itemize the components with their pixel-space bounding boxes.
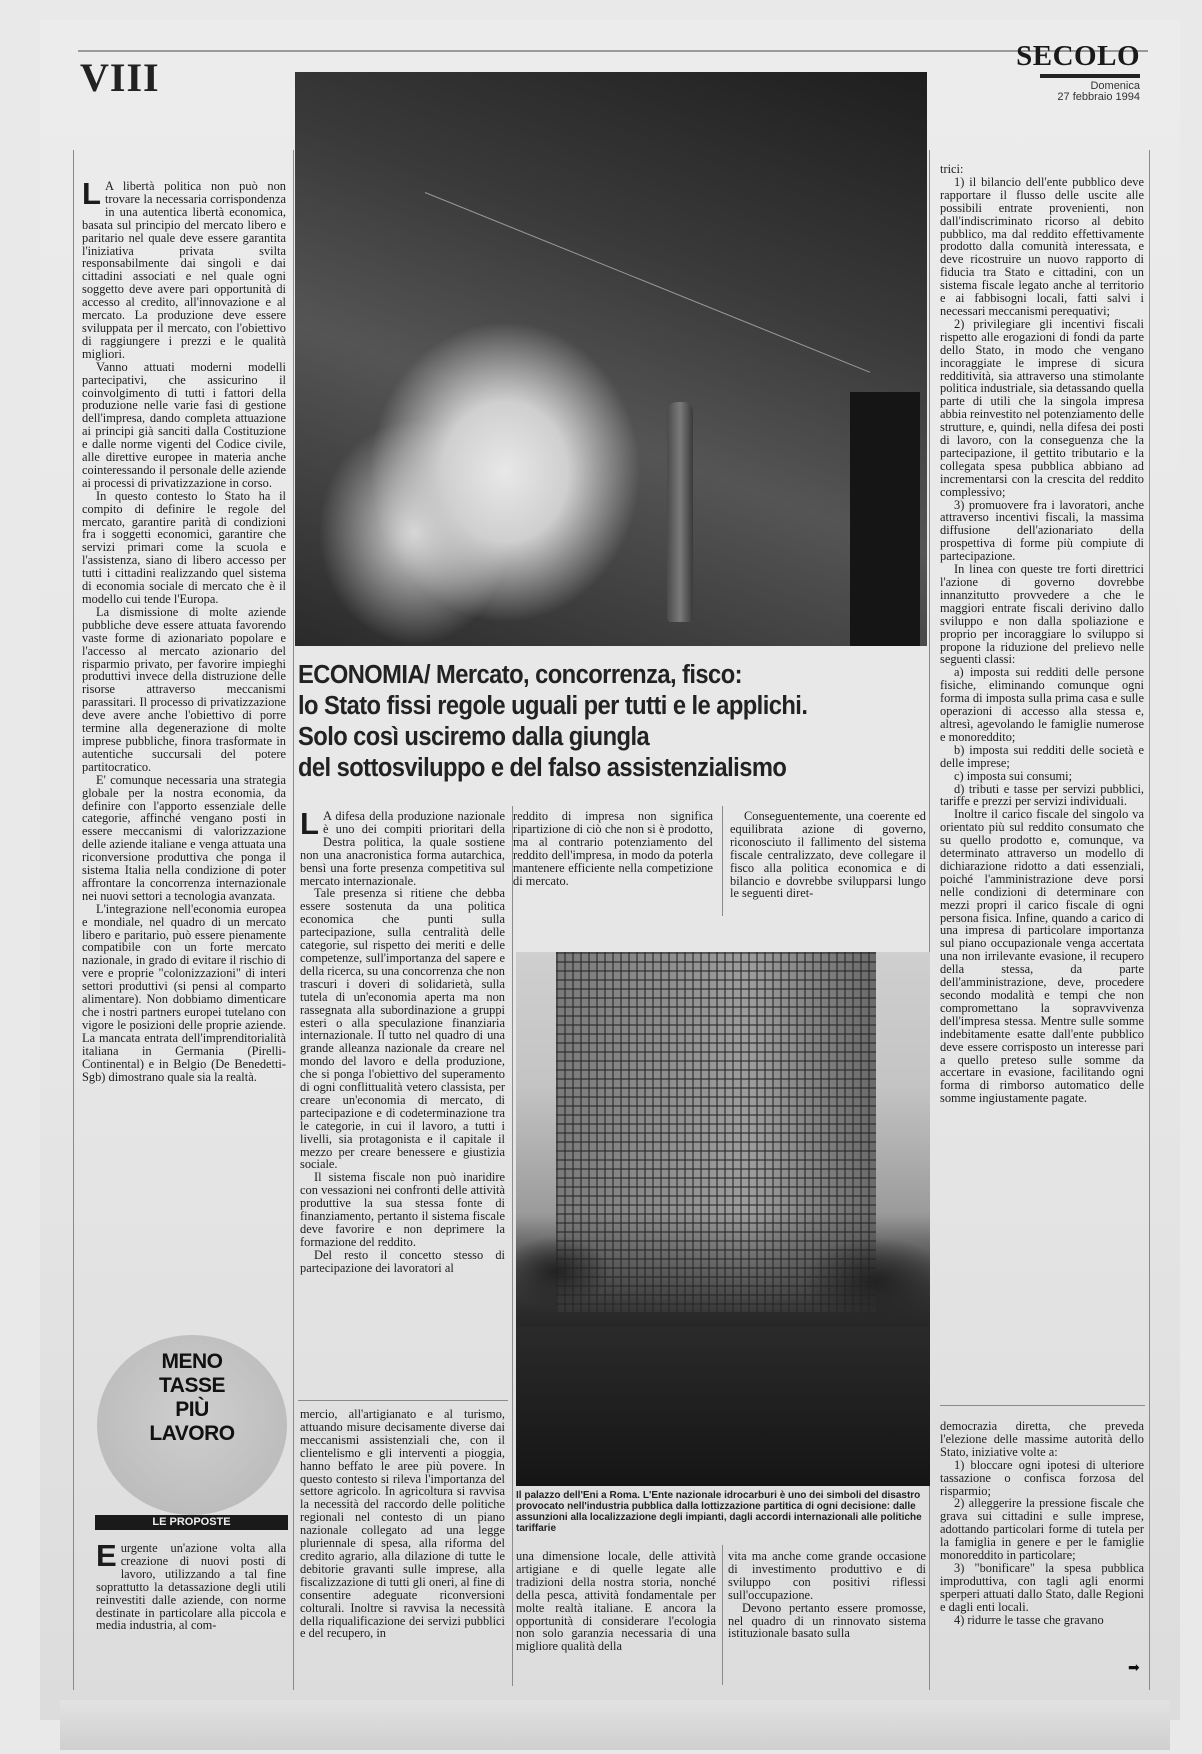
paragraph: A difesa della produzione nazionale è uno dei compiti prioritari della Destra politica, la quale sostiene non una anacronistica forma autarchica, bensì una forte presenza competitiva sul mercato internazionale.: [300, 809, 505, 888]
paragraph: a) imposta sui redditi delle persone fisiche, eliminando comunque ogni forma di imposta sulla prima casa e sulle operazioni di accesso alla stessa e, altresì, agevolando le famiglie numerose e monoreddito;: [940, 665, 1144, 744]
paragraph: A libertà politica non può non trovare la necessaria corrispondenza in una autentica libertà economica, basata sul principio del mercato libero e paritario nel quale deve essere garantita l'iniziativa privata svilta responsabilmente dai singoli e dai cittadini associati e nel quale ogni soggetto deve avere pari opportunità di accesso al credito, all'innovazione e al mercato. La produzione deve essere sviluppata per il mercato, con l'obiettivo di raggiungere i prezzi e le qualità migliori.: [82, 179, 286, 361]
paragraph: 2) alleggerire la pressione fiscale che grava sui cittadini e sulle imprese, adottando particolari forme di tutela per la famiglia in genere e per le famiglie monoreddito in particolare;: [940, 1496, 1144, 1563]
paragraph: E' comunque necessaria una strategia globale per la nostra economia, da definire con l'apporto essenziale delle categorie, affinché vengano posti in essere meccanismi di valorizzazione delle aziende italiane e venga attuata una riconversione produttiva che ponga il sistema Italia nella condizione di poter affrontare la concorrenza internazionale nei nuovi settori a tecnologia avanzata.: [82, 772, 286, 903]
slogan-line: TASSE: [159, 1374, 225, 1397]
headline-line: Solo così usciremo dalla giungla: [298, 723, 650, 751]
paragraph: Devono pertanto essere promosse, nel quadro di un rinnovato sistema istituzionale basato sulla: [728, 1600, 926, 1641]
paragraph: Conseguentemente, una coerente ed equilibrata azione di governo, riconosciuto il fallimento del sistema fiscale centralizzato, deve collegare il fisco alla politica economica e di bilancio e dovrebbe svilupparsi lungo le seguenti diret-: [730, 809, 926, 901]
center-article-column: [728, 1550, 926, 1640]
paragraph: 3) "bonificare" la spesa pubblica improduttiva, con tagli agli enormi sperperi attuati dallo Stato, dalle Regioni e dagli enti locali.: [940, 1560, 1144, 1614]
paragraph: Inoltre il carico fiscale del singolo va orientato più sul reddito consumato che su quello prodotto e, comunque, va determinato attraverso un modello di dichiarazione ridotto a dati essenziali, poiché l'amministrazione deve porsi nelle condizioni di determinare con mezzi propri il carico fiscale di ogni persona fisica. Infine, quando a carico di una impresa di particolare importanza sul piano occupazionale venga accertata una non irrilevante evasione, il recupero della stessa, da parte dell'amministrazione, deve, procedere secondo modalità e tempi che non compromettano la sopravvivenza dell'impresa stessa. Mentre sulle somme indebitamente esatte dall'ente pubblico deve essere corrisposto un interesse pari a quello preteso sulle somme da accertare in evasione, facilitando ogni forma di rimborso automatico delle somme ingiustamente pagate.: [940, 807, 1144, 1106]
photo-detail: [516, 1212, 930, 1332]
column-rule: [722, 806, 723, 916]
paragraph: La dismissione di molte aziende pubbliche deve essere attuata favorendo vaste forme di azionariato popolare e l'accesso al mercato azionario del risparmio privato, per favorire impieghi produttivi invece della distruzione delle risorse attraverso meccanismi parassitari. Il processo di privatizzazione deve avere anche l'obiettivo di porre termine alla degenerazione di molte imprese pubbliche, finora trasformate in autentiche succursali del potere partitocratico.: [82, 604, 286, 774]
paragraph: 3) promuovere fra i lavoratori, anche attraverso incentivi fiscali, la massima diffusione dell'azionariato della prospettiva di forme più compiute di partecipazione.: [940, 497, 1144, 564]
page-bottom-margin: [60, 1700, 1170, 1750]
issue-day: Domenica: [1090, 80, 1140, 92]
center-article-column: [300, 1408, 505, 1640]
paragraph: democrazia diretta, che preveda l'elezione delle massime autorità dello Stato, iniziative volte a:: [940, 1419, 1144, 1459]
slogan-line: LAVORO: [149, 1422, 235, 1445]
section-rule: [298, 1400, 508, 1401]
center-article-column: [516, 1550, 716, 1653]
paragraph: Del resto il concetto stesso di partecipazione dei lavoratori al: [300, 1247, 505, 1275]
paragraph: 1) il bilancio dell'ente pubblico deve rapportare il flusso delle uscite alle possibili entrate provenienti, non dall'indiscriminato ricorso al debito pubblico, ma dal reddito effettivamente prodotto dalla comunità interessata, e deve ricostruire un nuovo rapporto di fiducia tra Stato e cittadini, con un sistema fiscale legato anche al territorio e ai fabbisogni locali, fatti salvi i necessari meccanismi perequativi;: [940, 174, 1144, 318]
left-article-column: [82, 176, 286, 1084]
newspaper-name: SECOLO: [1016, 40, 1140, 72]
section-rule: [940, 1405, 1145, 1406]
drop-cap: L: [82, 176, 101, 211]
paragraph: L'integrazione nell'economia europea e mondiale, nel quadro di un mercato libero e paritario, può essere pienamente compatibile con un forte mercato nazionale, in grado di evitare il rischio di vere e proprie "colonizzazioni" di interi settori produttivi (si pensi al comparto alimentare). Non dobbiamo dimenticare che i nostri partners europei tutelano con vigore le posizioni delle proprie aziende. La mancata entrata dell'imprenditorialità italiana in Germania (Pirelli-Continental) e in Belgio (De Benedetti-Sgb) dimostrano quale sia la realtà.: [82, 901, 286, 1084]
headline-line: lo Stato fissi regole uguali per tutti e le applichi.: [298, 692, 808, 720]
masthead: [1016, 40, 1140, 103]
paragraph: In questo contesto lo Stato ha il compito di definire le regole del mercato, garantire parità di condizioni fra i soggetti economici, garantire che servizi primari come la scuola e l'assistenza, siano di libero accesso per tutti i cittadini realizzando quel sistema di economia sociale di mercato che è il modello cui tende l'Europa.: [82, 488, 286, 606]
top-rule: [78, 50, 1148, 52]
column-rule: [293, 150, 294, 1690]
paragraph: reddito di impresa non significa ripartizione di ciò che non si è prodotto, ma al contrario potenziamento del reddito dell'impresa, in modo da poterla mantenere efficiente nella competizione di mercato.: [513, 809, 713, 888]
paragraph: 2) privilegiare gli incentivi fiscali rispetto alle erogazioni di fondi da parte dello Stato, in modo che vengano incoraggiate le imprese di sicura redditività, sia attraverso una stimolante politica industriale, sia detassando quella parte di utili che la singola impresa abbia reinvestito nel potenziamento delle strutture, e, quindi, nella difesa dei posti di lavoro, con la conseguenza che la partecipazione, il gettito tributario e la collegata spesa pubblica abbiano ad incrementarsi con la crescita del reddito complessivo;: [940, 316, 1144, 499]
paragraph: Tale presenza si ritiene che debba essere sostenuta da una politica economica che punti sulla partecipazione, sulla centralità delle categorie, sul rispetto dei meriti e delle competenze, sull'importanza del sapere e della ricerca, su una concorrenza che non trascuri i doveri di solidarietà, sulla tutela di un'economia aperta ma non rassegnata alla subordinazione a gruppi esteri o alla speculazione finanziaria internazionale. Il tutto nel quadro di una grande alleanza nazionale da creare nel mondo del lavoro e della produzione, che si ponga l'obiettivo del superamento di ogni conflittualità vetero classista, per creare un'economia di mercato, di partecipazione e di codeterminazione tra le categorie, in cui il lavoro, a tutti i livelli, sia protagonista e il capitale il mezzo per creare benessere e giustizia sociale.: [300, 886, 505, 1172]
continue-arrow-icon: ➡: [1128, 1661, 1140, 1676]
column-rule: [512, 806, 513, 1686]
paragraph: vita ma anche come grande occasione di investimento produttivo e di sviluppo con positivi riflessi sull'occupazione.: [728, 1549, 926, 1602]
center-article-column: [730, 810, 926, 900]
paragraph: d) tributi e tasse per servizi pubblici, tariffe e prezzi per servizi individuali.: [940, 781, 1144, 809]
masthead-bar: [1040, 74, 1140, 78]
drop-cap: E: [96, 1538, 117, 1573]
drop-cap: L: [300, 806, 319, 841]
paragraph: c) imposta sui consumi;: [954, 768, 1073, 783]
slogan-text: [97, 1350, 287, 1446]
paragraph: Vanno attuati moderni modelli partecipativi, che assicurino il coinvolgimento di tutti i fattori della produzione nelle varie fasi di gestione dell'impresa, dando completa attuazione ai principi già sanciti dalla Costituzione e dalle norme vigenti del Codice civile, alle direttive europee in materia anche cointeressando il personale delle aziende ai processi di privatizzazione in corso.: [82, 359, 286, 490]
photo-detail: [667, 402, 693, 622]
photo-detail: [516, 1327, 930, 1486]
photo-caption: Il palazzo dell'Eni a Roma. L'Ente nazionale idrocarburi è uno dei simboli del disastro provocato nell'industria pubblica dalla lottizzazione partitica di ogni decisione: dalle assunzioni alla localizzazione degli impianti, dagli accordi internazionali alle politiche tariffarie: [516, 1490, 922, 1534]
column-rule: [722, 1545, 723, 1685]
article-photo-eni-building: [516, 952, 930, 1486]
photo-detail: [425, 192, 870, 373]
slogan-line: MENO: [161, 1350, 223, 1373]
article-photo-workers: [295, 72, 927, 646]
slogan-line: PIÙ: [175, 1398, 209, 1421]
paragraph: Il sistema fiscale non può inaridire con vessazioni nei confronti delle attività produttive la sua stessa fonte di finanziamento, pertanto il sistema fiscale deve favorire e non deprimere la formazione del reddito.: [300, 1170, 505, 1249]
right-article-column: [940, 163, 1144, 1105]
column-rule: [73, 150, 74, 1690]
paragraph: 1) bloccare ogni ipotesi di ulteriore tassazione o confisca forzosa del risparmio;: [940, 1457, 1144, 1498]
page-number: VIII: [80, 55, 160, 100]
paragraph: b) imposta sui redditi delle società e delle imprese;: [940, 742, 1144, 770]
center-article-column: [300, 806, 505, 1275]
section-label: LE PROPOSTE: [95, 1515, 288, 1530]
column-rule: [1149, 150, 1150, 1690]
paragraph: In linea con queste tre forti direttrici l'azione di governo dovrebbe innanzitutto provvedere a che le maggiori entrate fiscali derivino dallo sviluppo e non dalla spoliazione e proprio per incoraggiare lo sviluppo si propone la riduzione del prelievo nelle seguenti classi:: [940, 562, 1144, 667]
paragraph: trici:: [940, 162, 964, 176]
headline-line: ECONOMIA/ Mercato, concorrenza, fisco:: [298, 661, 742, 689]
headline-line: del sottosviluppo e del falso assistenzialismo: [298, 754, 787, 782]
paragraph: una dimensione locale, delle attività artigiane e di quelle legate alle tradizioni della nostra storia, nonché della pesca, attività fondamentale per molte realtà italiane. E ancora la opportunità di considerare l'ecologia non solo garanzia necessaria di una migliore qualità della: [516, 1549, 716, 1654]
issue-date: 27 febbraio 1994: [1057, 91, 1140, 103]
center-article-column: [513, 810, 713, 887]
paragraph: 4) ridurre le tasse che gravano: [954, 1612, 1104, 1627]
right-article-column: [940, 1420, 1144, 1627]
proposte-column: [96, 1538, 286, 1633]
paragraph: mercio, all'artigianato e al turismo, attuando misure decisamente diverse dai meccanismi assistenziali che, con il clientelismo e gli interventi a pioggia, hanno beffato le aree più povere. In questo contesto si rileva l'importanza del settore agricolo. In agricoltura si ravvisa la necessità del raccordo delle politiche regionali nel contesto di un piano nazionale collegato ad una legge pluriennale di spesa, alla riforma del credito agrario, alla dilazione di tutte le debitorie gravanti sulle imprese, alla fiscalizzazione di tutti gli oneri, al fine di consentire adeguate riconversioni colturali. Inoltre si ravvisa la necessità della riqualificazione dei servizi pubblici e del recupero, in: [300, 1407, 505, 1641]
photo-detail: [850, 392, 920, 646]
paragraph: urgente un'azione volta alla creazione di nuovi posti di lavoro, utilizzando a tal fine soprattutto la detassazione degli utili reinvestiti dalle aziende, con norme destinate in particolare alla piccola e media industria, al com-: [96, 1541, 286, 1633]
article-headline: [298, 660, 884, 784]
